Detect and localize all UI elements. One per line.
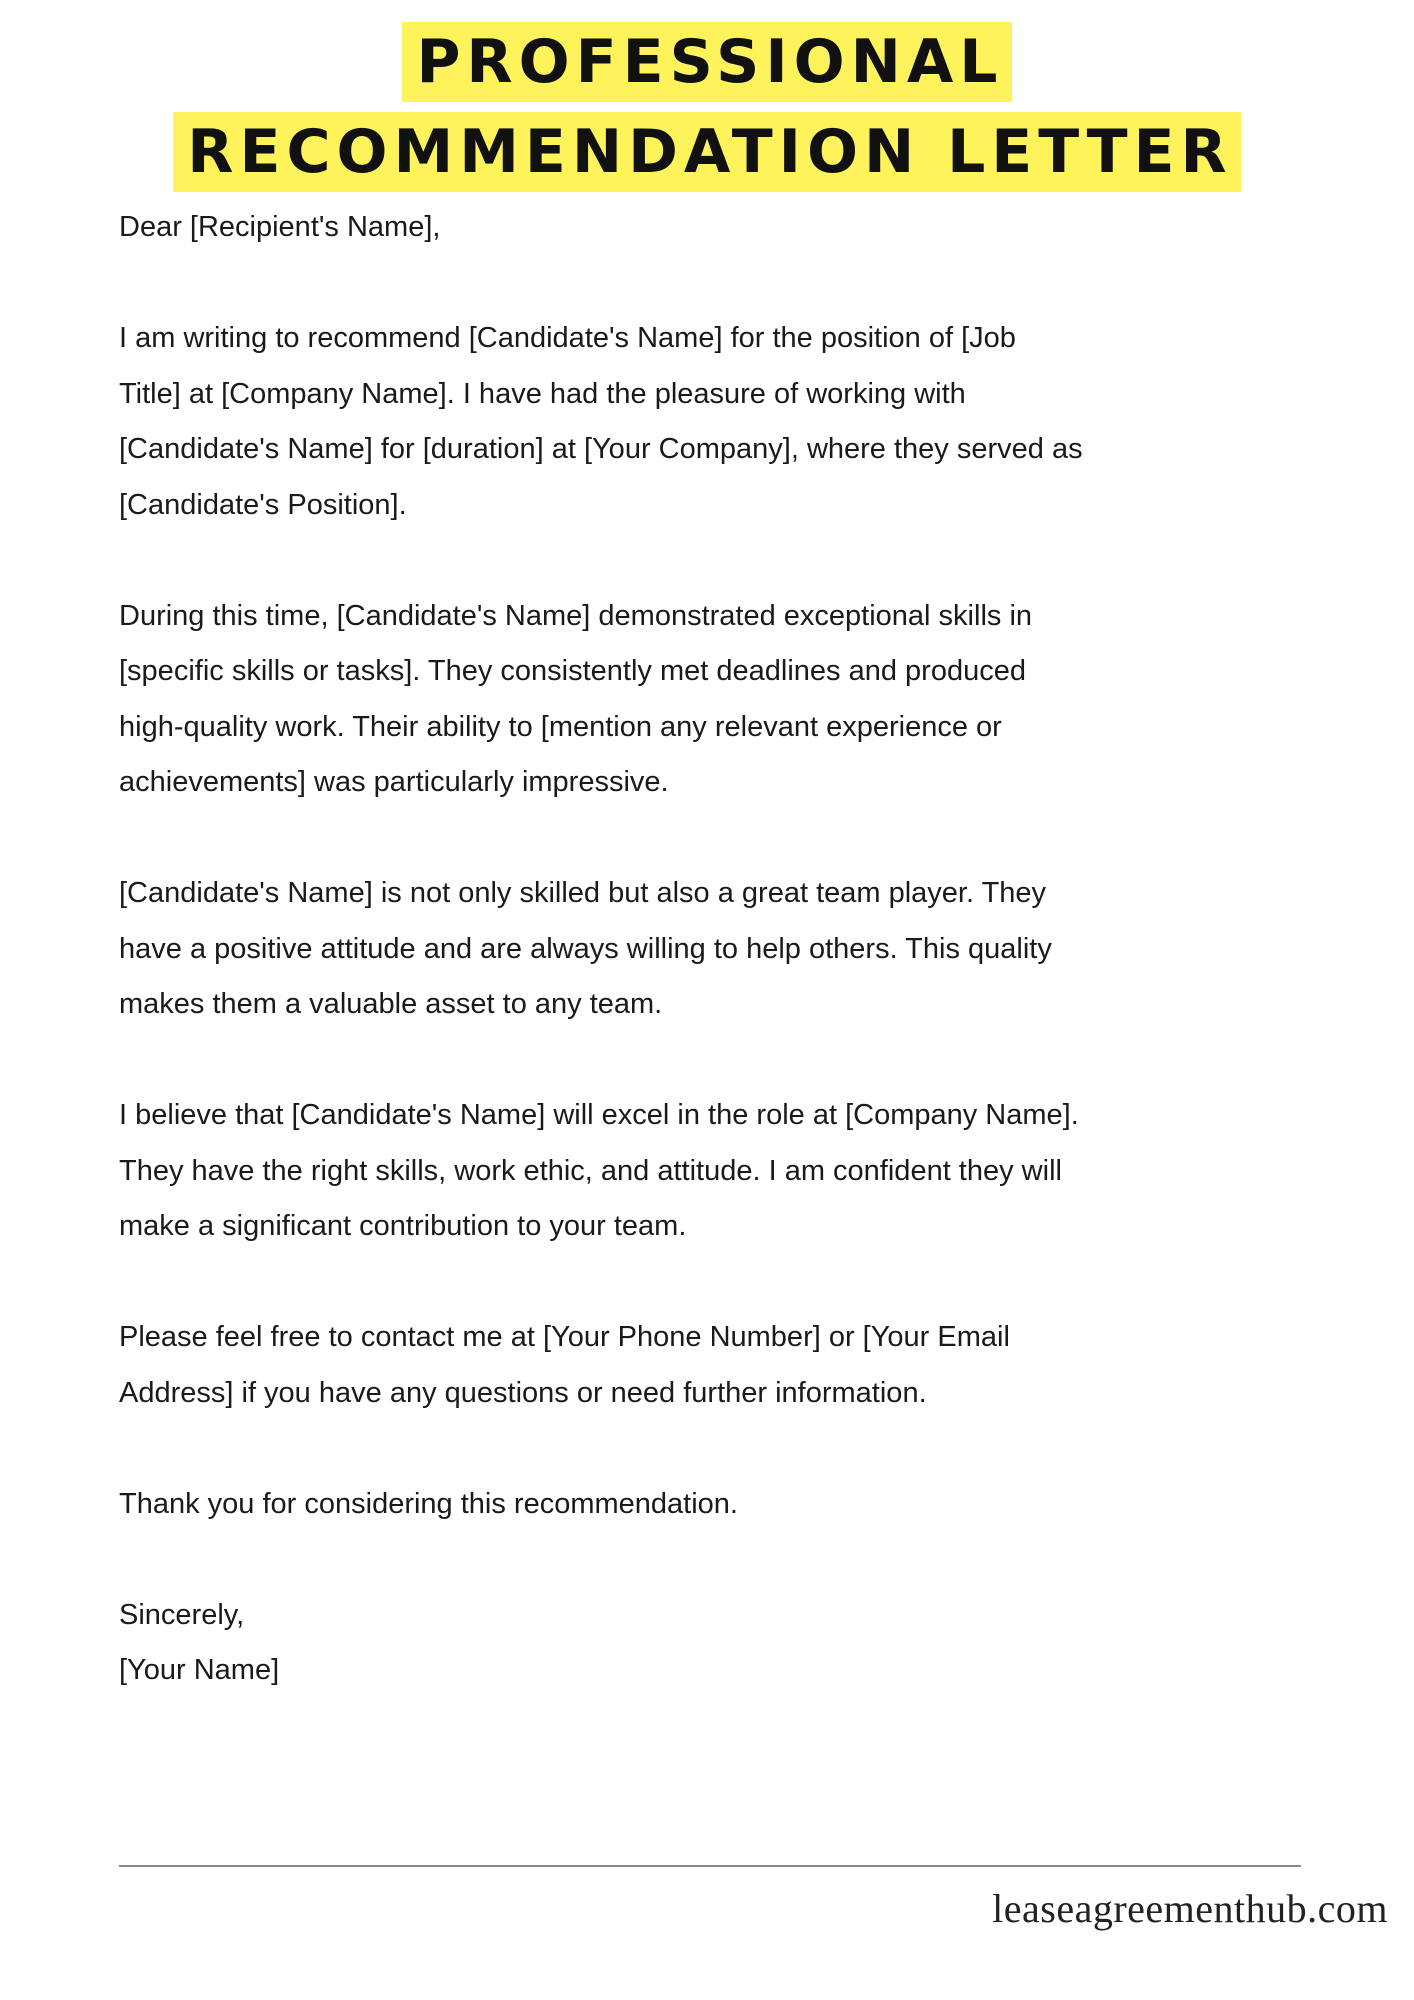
title-line-2: RECOMMENDATION LETTER xyxy=(173,112,1240,192)
footer-website: leaseagreementhub.com xyxy=(992,1886,1388,1931)
salutation: Dear [Recipient's Name], xyxy=(119,211,441,243)
signature-name: [Your Name] xyxy=(119,1654,280,1686)
paragraph-intro: I am writing to recommend [Candidate's Name] for the position of [Job Title] at [Company Name]. I have had the pleasure of working with [Candidate's Name] for [duration] at [Your Company], where they served as [Candidate's Position]. xyxy=(119,322,1083,521)
footer-divider xyxy=(119,1865,1301,1867)
document-title xyxy=(0,22,1414,192)
paragraph-endorsement: I believe that [Candidate's Name] will excel in the role at [Company Name]. They have the right skills, work ethic, and attitude. I am confident they will make a significant contribution to your team. xyxy=(119,1099,1079,1242)
paragraph-teamwork: [Candidate's Name] is not only skilled but also a great team player. They have a positive attitude and are always willing to help others. This quality makes them a valuable asset to any team. xyxy=(119,877,1052,1020)
title-line-1: PROFESSIONAL xyxy=(402,22,1011,102)
paragraph-thanks: Thank you for considering this recommendation. xyxy=(119,1487,738,1520)
letter-body xyxy=(119,200,1329,1699)
paragraph-contact: Please feel free to contact me at [Your Phone Number] or [Your Email Address] if you have any questions or need further information. xyxy=(119,1321,1010,1409)
paragraph-skills: During this time, [Candidate's Name] demonstrated exceptional skills in [specific skills or tasks]. They consistently met deadlines and produced high-quality work. Their ability to [mention any relevant experience or achievements] was particularly impressive. xyxy=(119,599,1033,798)
closing: Sincerely, xyxy=(119,1598,245,1631)
